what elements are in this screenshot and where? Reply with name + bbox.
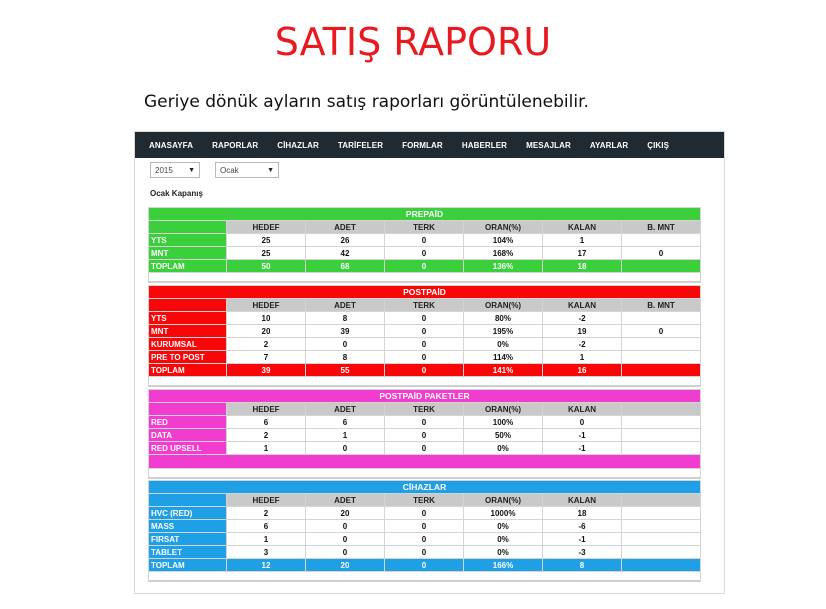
col-header xyxy=(622,494,701,507)
cell: 20 xyxy=(306,559,385,572)
nav-formlar[interactable]: FORMLAR xyxy=(402,140,443,150)
cell: 0 xyxy=(622,325,701,338)
cell xyxy=(622,260,701,273)
cell: -1 xyxy=(543,442,622,455)
cell xyxy=(622,559,701,572)
cell: 0 xyxy=(306,442,385,455)
cell: 26 xyxy=(306,234,385,247)
col-header: KALAN xyxy=(543,299,622,312)
cell: 2 xyxy=(227,338,306,351)
cell: 0 xyxy=(385,533,464,546)
col-header: ADET xyxy=(306,403,385,416)
col-header: HEDEF xyxy=(227,403,306,416)
cell: 1 xyxy=(227,533,306,546)
cell: 0% xyxy=(464,442,543,455)
cell: 168% xyxy=(464,247,543,260)
col-header: ADET xyxy=(306,299,385,312)
cell: 2 xyxy=(227,507,306,520)
cell: 6 xyxy=(306,416,385,429)
cell: 1 xyxy=(543,351,622,364)
row-label: TOPLAM xyxy=(149,559,227,572)
table-row xyxy=(149,325,701,338)
row-label: RED UPSELL xyxy=(149,442,227,455)
col-header: KALAN xyxy=(543,494,622,507)
col-header: ADET xyxy=(306,221,385,234)
cell: 1000% xyxy=(464,507,543,520)
cell: 0% xyxy=(464,533,543,546)
cell: 0% xyxy=(464,520,543,533)
total-row xyxy=(149,559,701,572)
cell: 0 xyxy=(385,364,464,377)
row-label: HVC (RED) xyxy=(149,507,227,520)
app-screenshot xyxy=(134,131,725,594)
nav-anasayfa[interactable]: ANASAYFA xyxy=(149,140,194,150)
cihazlar-table xyxy=(148,480,701,582)
col-header: B. MNT xyxy=(622,299,701,312)
cell: 7 xyxy=(227,351,306,364)
cell xyxy=(622,442,701,455)
cell: 1 xyxy=(306,429,385,442)
table-row xyxy=(149,416,701,429)
cell: 8 xyxy=(306,312,385,325)
section-title: CİHAZLAR xyxy=(149,481,701,494)
row-label: TOPLAM xyxy=(149,260,227,273)
cell: 8 xyxy=(543,559,622,572)
postpaid-paketler-table xyxy=(148,389,701,479)
table-row xyxy=(149,429,701,442)
nav-cikis[interactable]: ÇIKIŞ xyxy=(647,140,670,150)
row-label: PRE TO POST xyxy=(149,351,227,364)
filler-row xyxy=(149,455,701,469)
row-label: YTS xyxy=(149,312,227,325)
cell: 0 xyxy=(385,559,464,572)
table-row xyxy=(149,312,701,325)
cell: -3 xyxy=(543,546,622,559)
cell: 16 xyxy=(543,364,622,377)
row-label: FIRSAT xyxy=(149,533,227,546)
cell xyxy=(622,234,701,247)
cell: 0 xyxy=(306,533,385,546)
postpaid-table xyxy=(148,285,701,387)
year-select[interactable] xyxy=(150,162,200,178)
slide-title: SATIŞ RAPORU xyxy=(274,20,552,64)
month-select[interactable] xyxy=(215,162,279,178)
cell: 1 xyxy=(543,234,622,247)
cell: -1 xyxy=(543,533,622,546)
table-spacer xyxy=(148,572,701,582)
table-row xyxy=(149,247,701,260)
cell xyxy=(622,546,701,559)
col-header: ORAN(%) xyxy=(464,494,543,507)
col-header: TERK xyxy=(385,494,464,507)
cell: 8 xyxy=(306,351,385,364)
total-row xyxy=(149,364,701,377)
nav-tarifeler[interactable]: TARİFELER xyxy=(337,140,384,150)
cell xyxy=(622,312,701,325)
table-row xyxy=(149,351,701,364)
row-label: TABLET xyxy=(149,546,227,559)
cell: 80% xyxy=(464,312,543,325)
table-spacer xyxy=(148,377,701,387)
cell: 0% xyxy=(464,338,543,351)
col-header: ORAN(%) xyxy=(464,299,543,312)
cell: 0% xyxy=(464,546,543,559)
cell: 0 xyxy=(306,338,385,351)
col-header xyxy=(622,403,701,416)
cell: 19 xyxy=(543,325,622,338)
year-value: 2015 xyxy=(155,165,173,175)
cell: 0 xyxy=(385,338,464,351)
cell: 12 xyxy=(227,559,306,572)
cell: 0 xyxy=(543,416,622,429)
nav-cihazlar[interactable]: CİHAZLAR xyxy=(277,140,319,150)
nav-raporlar[interactable]: RAPORLAR xyxy=(212,140,259,150)
col-header: HEDEF xyxy=(227,494,306,507)
col-header: ORAN(%) xyxy=(464,403,543,416)
cell: 0 xyxy=(385,546,464,559)
top-navbar xyxy=(135,132,724,158)
cell: 100% xyxy=(464,416,543,429)
cell: 6 xyxy=(227,520,306,533)
cell: 25 xyxy=(227,234,306,247)
table-row xyxy=(149,234,701,247)
col-header: ORAN(%) xyxy=(464,221,543,234)
cell: 39 xyxy=(227,364,306,377)
cell: 0 xyxy=(385,429,464,442)
slide-subtitle: Geriye dönük ayların satış raporları görüntülenebilir. xyxy=(144,92,589,112)
row-label: RED xyxy=(149,416,227,429)
nav-ayarlar[interactable]: AYARLAR xyxy=(589,140,629,150)
cell: 0 xyxy=(385,325,464,338)
cell: 114% xyxy=(464,351,543,364)
cell: 18 xyxy=(543,507,622,520)
row-label: MNT xyxy=(149,247,227,260)
cell xyxy=(622,364,701,377)
row-label: MNT xyxy=(149,325,227,338)
cell: 1 xyxy=(227,442,306,455)
cell: 20 xyxy=(306,507,385,520)
cell: 0 xyxy=(385,416,464,429)
cell: 0 xyxy=(385,442,464,455)
section-title: POSTPAİD PAKETLER xyxy=(149,390,701,403)
row-label: YTS xyxy=(149,234,227,247)
cell: 0 xyxy=(385,312,464,325)
cell: 0 xyxy=(385,247,464,260)
period-label: Ocak Kapanış xyxy=(150,189,203,198)
row-label: TOPLAM xyxy=(149,364,227,377)
table-spacer xyxy=(148,273,701,283)
cell: 166% xyxy=(464,559,543,572)
cell xyxy=(622,520,701,533)
row-label: KURUMSAL xyxy=(149,338,227,351)
section-title: POSTPAİD xyxy=(149,286,701,299)
cell: 42 xyxy=(306,247,385,260)
cell: 10 xyxy=(227,312,306,325)
cell: 50% xyxy=(464,429,543,442)
nav-mesajlar[interactable]: MESAJLAR xyxy=(526,140,571,150)
cell: 3 xyxy=(227,546,306,559)
table-row xyxy=(149,546,701,559)
cell: 141% xyxy=(464,364,543,377)
month-value: Ocak xyxy=(220,165,239,175)
table-spacer xyxy=(148,469,701,479)
cell xyxy=(622,416,701,429)
col-header: KALAN xyxy=(543,403,622,416)
total-row xyxy=(149,260,701,273)
table-row xyxy=(149,533,701,546)
cell: 0 xyxy=(385,520,464,533)
cell: 136% xyxy=(464,260,543,273)
cell: 2 xyxy=(227,429,306,442)
col-header: B. MNT xyxy=(622,221,701,234)
cell xyxy=(622,507,701,520)
table-row xyxy=(149,520,701,533)
col-header: HEDEF xyxy=(227,221,306,234)
cell: 17 xyxy=(543,247,622,260)
cell: 39 xyxy=(306,325,385,338)
cell: 20 xyxy=(227,325,306,338)
table-row xyxy=(149,507,701,520)
col-header: TERK xyxy=(385,221,464,234)
cell: 18 xyxy=(543,260,622,273)
cell: 68 xyxy=(306,260,385,273)
col-header: ADET xyxy=(306,494,385,507)
cell xyxy=(622,351,701,364)
cell: 195% xyxy=(464,325,543,338)
cell: -2 xyxy=(543,338,622,351)
cell: 0 xyxy=(622,247,701,260)
cell: 0 xyxy=(385,260,464,273)
cell: 0 xyxy=(385,234,464,247)
cell: -6 xyxy=(543,520,622,533)
cell: 55 xyxy=(306,364,385,377)
chevron-down-icon: ▼ xyxy=(188,166,195,174)
cell: 0 xyxy=(385,507,464,520)
table-row xyxy=(149,338,701,351)
cell: -1 xyxy=(543,429,622,442)
col-header: TERK xyxy=(385,403,464,416)
row-label: DATA xyxy=(149,429,227,442)
cell xyxy=(622,338,701,351)
table-row xyxy=(149,442,701,455)
cell: 0 xyxy=(385,351,464,364)
cell: 0 xyxy=(306,520,385,533)
section-title: PREPAİD xyxy=(149,208,701,221)
cell: 50 xyxy=(227,260,306,273)
nav-haberler[interactable]: HABERLER xyxy=(461,140,508,150)
cell: 25 xyxy=(227,247,306,260)
col-header: HEDEF xyxy=(227,299,306,312)
col-header: KALAN xyxy=(543,221,622,234)
cell xyxy=(622,533,701,546)
filter-bar xyxy=(150,162,279,178)
col-header: TERK xyxy=(385,299,464,312)
chevron-down-icon: ▼ xyxy=(267,166,274,174)
cell: 6 xyxy=(227,416,306,429)
cell: -2 xyxy=(543,312,622,325)
row-label: MASS xyxy=(149,520,227,533)
cell: 0 xyxy=(306,546,385,559)
cell xyxy=(622,429,701,442)
cell: 104% xyxy=(464,234,543,247)
prepaid-table xyxy=(148,207,701,283)
